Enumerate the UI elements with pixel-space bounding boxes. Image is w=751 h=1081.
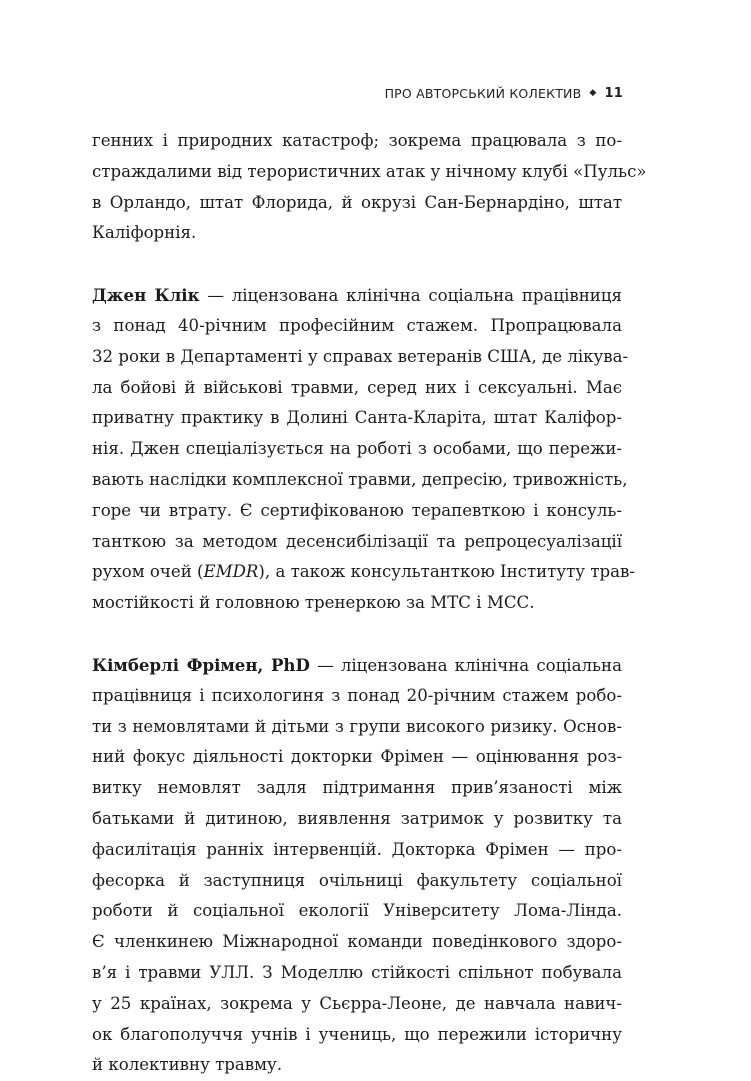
text-line: 32 роки в Департаменті у справах ветеранів США, де лікува- — [92, 346, 629, 366]
page-number: 11 — [604, 86, 623, 101]
emdr-term: EMDR — [203, 562, 259, 582]
text-line: Каліфорнія. — [92, 223, 197, 243]
text-line: роботи й соціальної екології Університету Лома-Лінда. — [92, 901, 622, 921]
text-line: нія. Джен спеціалізується на роботі з особами, що пережи- — [92, 439, 622, 459]
running-header — [385, 86, 623, 101]
body-text — [92, 126, 647, 1081]
section-title: ПРО АВТОРСЬКИЙ КОЛЕКТИВ — [384, 86, 582, 101]
bio-jen-click — [92, 280, 635, 619]
text-line: танткою за методом десенсибілізації та репроцесуалізації — [92, 531, 622, 551]
text-line: працівниця і психологиня з понад 20-річним стажем робо- — [92, 685, 622, 705]
text-line: страждалими від терористичних атак у нічному клубі «Пульс» — [92, 161, 647, 181]
text-line: ний фокус діяльності докторки Фрімен — оцінювання роз- — [92, 747, 622, 767]
text-line: ти з немовлятами й дітьми з групи високого ризику. Основ- — [92, 716, 622, 736]
text-line: з понад 40-річним професійним стажем. Пропрацювала — [92, 315, 622, 335]
text-line: ок благополуччя учнів і учениць, що пережили історичну — [92, 1024, 622, 1044]
text-line: в’я і травми УЛЛ. З Моделлю стійкості спільнот побувала — [92, 962, 622, 982]
author-name: Кімберлі Фрімен, PhD — [92, 654, 310, 675]
text-line: й колективну травму. — [92, 1055, 283, 1075]
text-line: у 25 країнах, зокрема у Сьєрра-Леоне, де навчала навич- — [92, 993, 622, 1013]
bio-kimberly-freeman — [92, 650, 622, 1081]
text-line: фесорка й заступниця очільниці факультету соціальної — [92, 870, 622, 890]
paragraph-continuation — [92, 126, 647, 249]
author-name: Джен Клік — [92, 285, 200, 306]
text-line: генних і природних катастроф; зокрема працювала з по- — [92, 131, 622, 150]
text-line: рухом очей (EMDR), а також консультанткою Інституту трав- — [92, 562, 635, 582]
text-line: фасилітація ранніх інтервенцій. Докторка Фрімен — про- — [92, 839, 622, 859]
text-line: батьками й дитиною, виявлення затримок у розвитку та — [92, 808, 622, 828]
text-line: Кімберлі Фрімен, PhD — ліцензована клінічна соціальна — [92, 654, 623, 675]
text-line: ла бойові й військові травми, серед них і сексуальні. Має — [92, 377, 622, 397]
text-line: Джен Клік — ліцензована клінічна соціальна працівниця — [92, 285, 622, 306]
text-line: в Орландо, штат Флорида, й окрузі Сан-Бернардіно, штат — [92, 192, 622, 212]
text-line: приватну практику в Долині Санта-Кларіта, штат Каліфор- — [92, 408, 622, 428]
text-line: витку немовлят задля підтримання прив’язаності між — [92, 778, 622, 798]
text-line: горе чи втрату. Є сертифікованою терапевткою і консуль- — [92, 500, 622, 520]
diamond-separator-icon: ◆ — [589, 88, 597, 98]
text-line: вають наслідки комплексної травми, депресію, тривожність, — [92, 469, 628, 489]
text-line: мостійкості й головною тренеркою за МТС і МСС. — [92, 593, 535, 613]
text-line: Є членкинею Міжнародної команди поведінкового здоро- — [92, 932, 622, 952]
